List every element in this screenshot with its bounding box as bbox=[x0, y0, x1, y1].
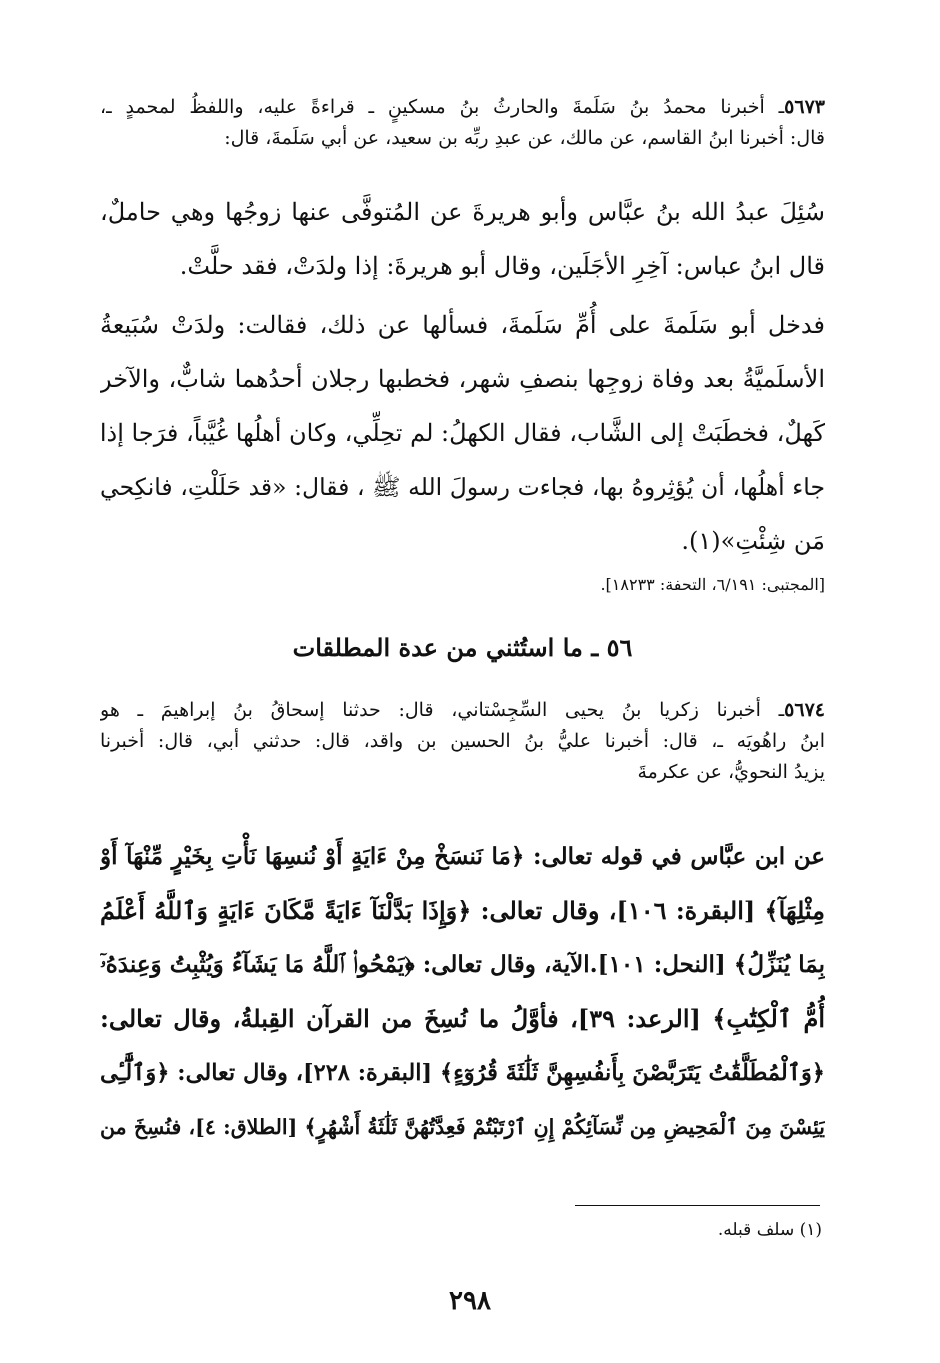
footnote: (١) سلف قبله. bbox=[717, 1220, 822, 1240]
text-line: ﴿وَٱلْمُطَلَّقَٰتُ يَتَرَبَّصْنَ بِأَنفُسِهِنَّ ثَلَٰثَةَ قُرُوٓءٍ﴾ [البقرة: ٢٢٨]، وقال تعالى: ﴿وَٱلَّٰٓـِٔى bbox=[100, 1060, 825, 1086]
text-line: أُمُّ ٱلْكِتَٰبِ﴾ [الرعد: ٣٩]، فأوَّلُ ما نُسِخَ من القرآن القِبلةُ، وقال تعالى: bbox=[100, 1004, 825, 1033]
text-line: كَهلٌ، فخطَبَتْ إلى الشَّاب، فقال الكهلُ: لم تحِلِّي، وكان أهلُها غُيَّباً، فرَجا إذا bbox=[100, 419, 825, 447]
source-reference: [المجتبى: ٦/١٩١، التحفة: ١٨٢٣٣]. bbox=[600, 575, 825, 594]
text-line: مَن شِئْتِ»(١). bbox=[681, 527, 825, 555]
text-line: قال: أخبرنا ابنُ القاسم، عن مالك، عن عبدِ ربِّه بن سعيد، عن أبي سَلَمةَ، قال: bbox=[224, 127, 825, 149]
text-line: جاء أهلُها، أن يُؤثِروهُ بها، فجاءت رسولَ الله ﷺ ، فقال: «قد حَلَلْتِ، فانكِحي bbox=[100, 473, 825, 501]
text-line: ٥٦٧٤ـ أخبرنا زكريا بنُ يحيى السِّجِسْتاني، قال: حدثنا إسحاقُ بنُ إبراهيمَ ـ هو bbox=[100, 699, 825, 721]
text-line: الأسلَميَّةُ بعد وفاة زوجِها بنصفِ شهر، فخطبها رجلان أحدُهما شابٌّ، والآخر bbox=[100, 365, 825, 393]
text-line: قال ابنُ عباس: آخِرِ الأجَلَين، وقال أبو هريرةَ: إذا ولدَتْ، فقد حلَّتْ. bbox=[179, 252, 825, 280]
hadith-5673-matn-cont bbox=[100, 298, 825, 568]
hadith-number: ٥٦٧٣ bbox=[784, 96, 825, 118]
text-line: فدخل أبو سَلَمةَ على أُمِّ سَلَمةَ، فسألها عن ذلك، فقالت: ولدَتْ سُبَيعةُ bbox=[100, 311, 825, 339]
text-line: ابنُ راهُويَه ـ، قال: أخبرنا عليُّ بنُ الحسين بن واقد، قال: حدثني أبي، قال: أخبرنا bbox=[100, 730, 825, 752]
hadith-5674-isnad bbox=[100, 695, 825, 788]
text-line: سُئِلَ عبدُ الله بنُ عبَّاس وأبو هريرةَ عن المُتوفَّى عنها زوجُها وهي حاملٌ، bbox=[100, 198, 825, 226]
text-line: يَئِسْنَ مِنَ ٱلْمَحِيضِ مِن نِّسَآئِكُمْ إِنِ ٱرْتَبْتُمْ فَعِدَّتُهُنَّ ثَلَٰثَةُ أَشْهُرٍ﴾ [الطلاق: ٤]، فنُسِخَ من bbox=[100, 1115, 825, 1139]
hadith-5673-matn bbox=[100, 185, 825, 293]
footnote-divider bbox=[575, 1205, 820, 1206]
hadith-number: ٥٦٧٤ bbox=[784, 699, 825, 721]
page-number: ٢٩٨ bbox=[449, 1286, 491, 1316]
hadith-5674-matn bbox=[100, 830, 825, 1154]
text-line: عن ابن عبَّاس في قوله تعالى: ﴿مَا نَنسَخْ مِنْ ءَايَةٍ أَوْ نُنسِهَا نَأْتِ بِخَيْرٍ مِّنْهَآ أَوْ bbox=[100, 843, 825, 870]
chapter-title: ٥٦ ـ ما استُثني من عدة المطلقات bbox=[292, 633, 633, 662]
text-line: مِثْلِهَآ﴾ [البقرة: ١٠٦]، وقال تعالى: ﴿وَإِذَا بَدَّلْنَآ ءَايَةً مَّكَانَ ءَايَةٍ وَٱللَّهُ أَعْلَمُ bbox=[100, 896, 825, 925]
hadith-5673-isnad bbox=[100, 92, 825, 154]
text-line: يزيدُ النحويُّ، عن عكرمةَ bbox=[637, 761, 825, 783]
text-line: بِمَا يُنَزِّلُ﴾ [النحل: ١٠١].الآية، وقال تعالى: ﴿يَمْحُوا۟ ٱللَّهُ مَا يَشَآءُ وَيُثْبِتُ وَعِندَهُۥٓ bbox=[100, 951, 825, 978]
text-line: ٥٦٧٣ـ أخبرنا محمدُ بنُ سَلَمةَ والحارثُ بنُ مسكينٍ ـ قراءةً عليه، واللفظُ لمحمدٍ ـ، bbox=[100, 96, 825, 118]
